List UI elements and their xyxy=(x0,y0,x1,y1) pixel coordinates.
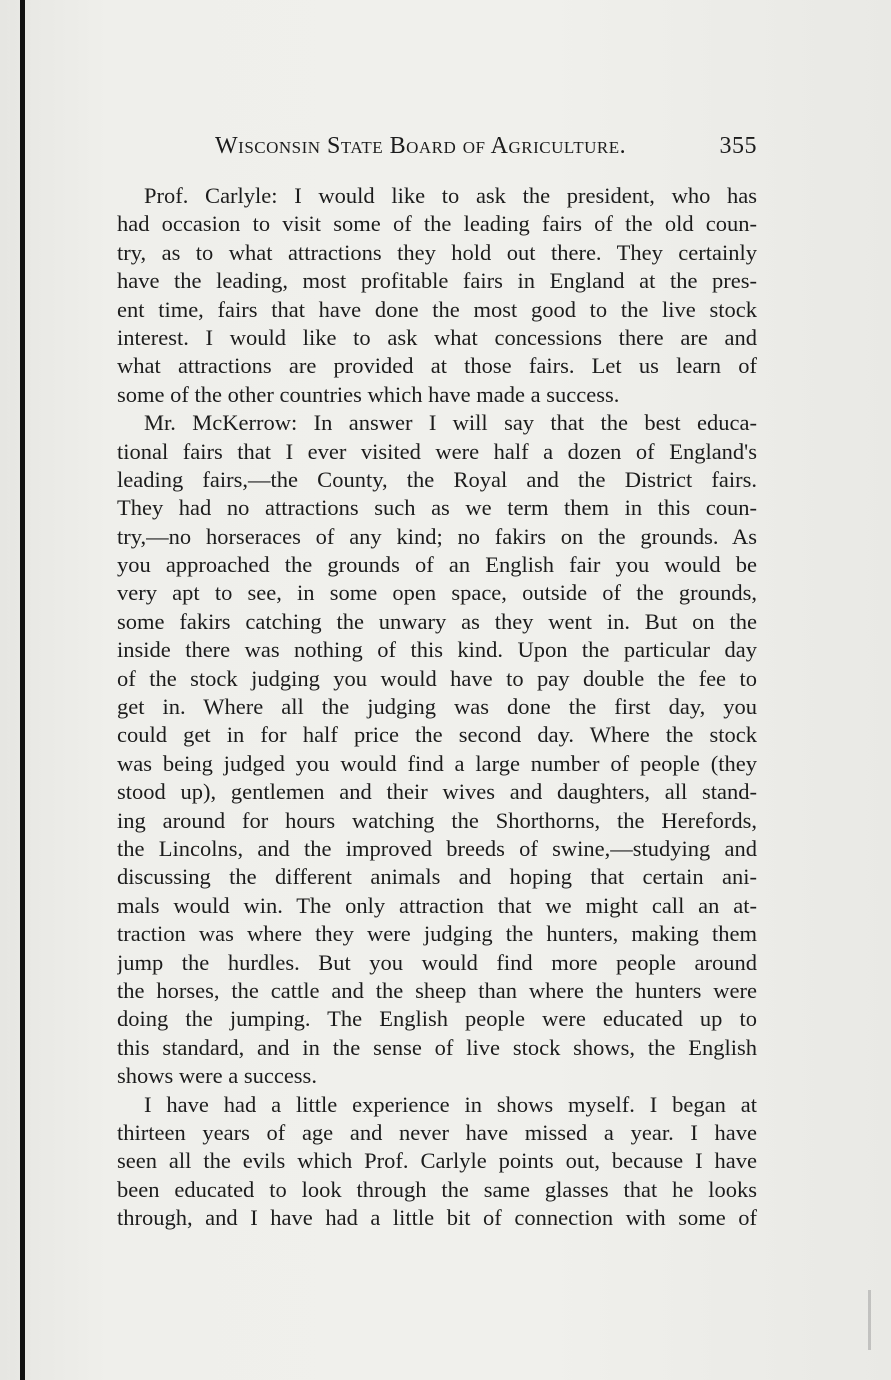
text-line: leading fairs,—the County, the Royal and the District fairs. xyxy=(117,466,757,492)
text-line: seen all the evils which Prof. Carlyle points out, because I have xyxy=(117,1148,757,1174)
text-line: what attractions are provided at those fairs. Let us learn of xyxy=(117,353,757,379)
text-line: have the leading, most profitable fairs in England at the pres- xyxy=(117,268,757,294)
text-line: very apt to see, in some open space, outside of the grounds, xyxy=(117,580,757,606)
text-line: tional fairs that I ever visited were half a dozen of England's xyxy=(117,438,757,464)
book-spine-edge xyxy=(20,0,25,1380)
page-edge-mark xyxy=(868,1290,871,1350)
paragraph xyxy=(117,1091,757,1233)
text-line: of the stock judging you would have to pay double the fee to xyxy=(117,665,757,691)
text-line: jump the hurdles. But you would find more people around xyxy=(117,949,757,975)
text-line: try, as to what attractions they hold out there. They certainly xyxy=(117,239,757,265)
page-number: 355 xyxy=(719,133,757,159)
text-line: this standard, and in the sense of live stock shows, the English xyxy=(117,1034,757,1060)
text-line: ent time, fairs that have done the most good to the live stock xyxy=(117,296,757,322)
text-line: was being judged you would find a large number of people (they xyxy=(117,750,757,776)
running-header xyxy=(215,133,757,165)
text-line: some fakirs catching the unwary as they went in. But on the xyxy=(117,608,757,634)
text-line: the Lincolns, and the improved breeds of swine,—studying and xyxy=(117,835,757,861)
text-line: some of the other countries which have made a success. xyxy=(117,381,620,407)
text-line: the horses, the cattle and the sheep than where the hunters were xyxy=(117,977,757,1003)
text-line: traction was where they were judging the hunters, making them xyxy=(117,921,757,947)
text-line: Mr. McKerrow: In answer I will say that the best educa- xyxy=(144,410,757,436)
running-title: Wisconsin State Board of Agriculture. xyxy=(215,133,627,159)
paragraph xyxy=(117,409,757,1090)
text-line: been educated to look through the same glasses that he looks xyxy=(117,1176,757,1202)
text-line: interest. I would like to ask what concessions there are and xyxy=(117,324,757,350)
text-line: discussing the different animals and hoping that certain ani- xyxy=(117,864,757,890)
text-line: shows were a success. xyxy=(117,1063,317,1089)
text-line: get in. Where all the judging was done the first day, you xyxy=(117,694,757,720)
text-line: Prof. Carlyle: I would like to ask the president, who has xyxy=(144,183,757,208)
text-line: thirteen years of age and never have missed a year. I have xyxy=(117,1119,757,1145)
text-line: stood up), gentlemen and their wives and daughters, all stand- xyxy=(117,779,757,805)
text-line: try,—no horseraces of any kind; no fakirs on the grounds. As xyxy=(117,523,757,549)
text-line: inside there was nothing of this kind. Upon the particular day xyxy=(117,637,757,663)
text-line: I have had a little experience in shows myself. I began at xyxy=(144,1091,757,1117)
text-line: ing around for hours watching the Shorthorns, the Herefords, xyxy=(117,807,757,833)
body-text xyxy=(117,182,757,1232)
text-line: through, and I have had a little bit of connection with some of xyxy=(117,1205,757,1231)
text-line: They had no attractions such as we term them in this coun- xyxy=(117,495,757,521)
text-line: doing the jumping. The English people were educated up to xyxy=(117,1006,757,1032)
text-line: mals would win. The only attraction that we might call an at- xyxy=(117,892,757,918)
paragraph xyxy=(117,182,757,409)
text-line: had occasion to visit some of the leading fairs of the old coun- xyxy=(117,211,757,237)
text-line: you approached the grounds of an English fair you would be xyxy=(117,552,757,578)
text-line: could get in for half price the second day. Where the stock xyxy=(117,722,757,748)
